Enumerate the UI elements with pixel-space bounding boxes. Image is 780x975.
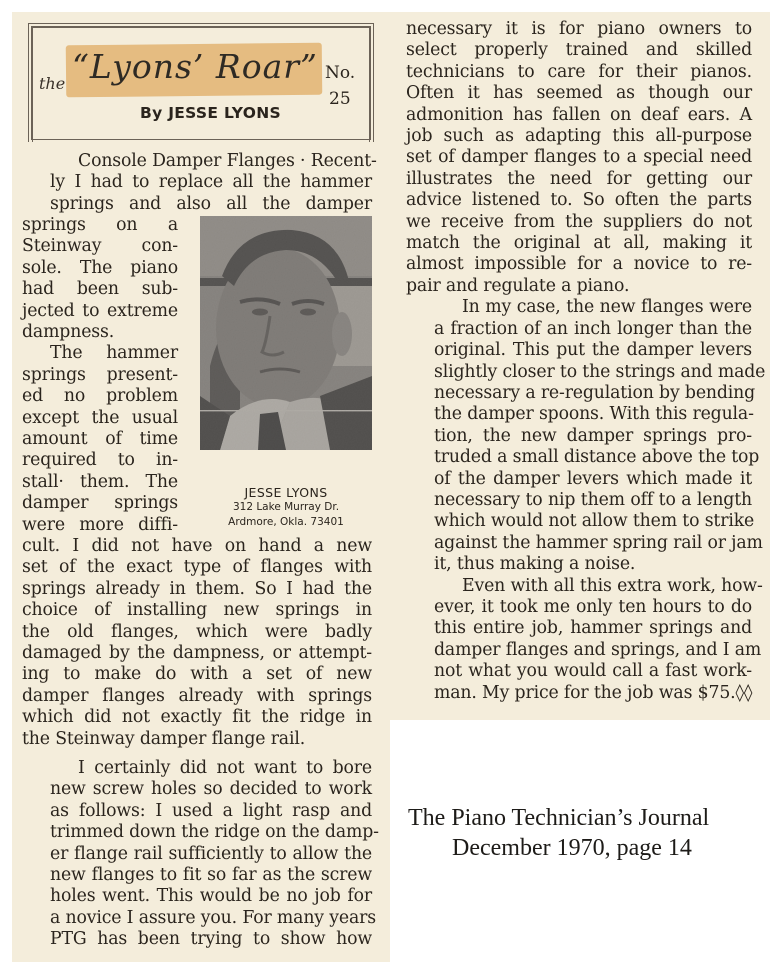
text-line: tion, the new damper springs pro- — [434, 425, 752, 446]
portrait-image — [200, 216, 372, 450]
text-line: ed no problem — [22, 386, 178, 407]
photo-caption — [200, 485, 372, 530]
text-line: holes went. This would be no job for — [50, 886, 372, 907]
text-line: ever, it took me only ten hours to do — [434, 596, 752, 617]
text-line: choice of installing new springs in — [22, 600, 372, 621]
text-line: I certainly did not want to bore — [78, 758, 372, 778]
text-line: PTG has been trying to show how — [50, 929, 372, 950]
author-photo — [200, 216, 372, 450]
text-line: we receive from the suppliers do not — [406, 211, 752, 232]
text-line: technicians to care for their pianos. — [406, 61, 752, 82]
text-line: trimmed down the ridge on the damp- — [50, 822, 379, 843]
text-line: almost impossible for a novice to re- — [406, 254, 752, 275]
right-column — [406, 19, 766, 704]
text-line: pair and regulate a piano. — [406, 275, 630, 296]
issue-number: 25 — [329, 89, 351, 109]
left-column-paragraph-2 — [22, 758, 379, 951]
text-line: it, thus making a noise. — [434, 554, 636, 575]
text-line: which did not exactly fit the ridge in — [22, 707, 372, 728]
issue-date-page: December 1970, page 14 — [452, 835, 692, 861]
text-line: admonition has fallen on deaf ears. A — [406, 104, 752, 125]
text-line: jected to extreme — [22, 300, 178, 321]
journal-name: The Piano Technician’s Journal — [408, 805, 710, 831]
text-line: the damper spoons. With this regula- — [434, 404, 754, 425]
text-line: stall· them. The — [22, 471, 178, 492]
text-line: new screw holes so decided to work — [50, 779, 372, 800]
text-line: of the damper levers which made it — [434, 468, 752, 489]
caption-address-line-2: Ardmore, Okla. 73401 — [228, 516, 344, 528]
text-line: dampness. — [22, 322, 115, 343]
text-line: except the usual — [22, 407, 178, 428]
text-line: amount of time — [22, 429, 178, 450]
text-line: Steinway con- — [22, 236, 178, 257]
text-line: match the original at all, making it — [406, 233, 752, 254]
text-line: springs already in them. So I had the — [22, 578, 372, 599]
text-line: new flanges to fit so far as the screw — [50, 865, 372, 886]
text-line: damper flanges already with springs — [22, 685, 372, 706]
text-line: set of damper flanges to a special need — [406, 147, 752, 168]
text-line: springs and also all the damper — [50, 193, 372, 214]
text-line: damper flanges and springs, and I am — [434, 639, 762, 660]
text-line: which would not allow them to strike — [434, 511, 755, 532]
text-line: illustrates the need for getting our — [406, 168, 752, 189]
text-line: truded a small distance above the top — [434, 447, 760, 468]
text-line: had been sub- — [22, 279, 178, 300]
left-column-intro — [22, 151, 377, 215]
issue-number-label: No. — [325, 63, 356, 83]
text-line: Console Damper Flanges · Recent- — [78, 151, 377, 171]
text-line: damper springs — [22, 493, 178, 514]
text-line: as follows: I used a light rasp and — [50, 800, 372, 821]
text-line: the old flanges, which were badly — [22, 621, 372, 642]
text-line: job such as adapting this all-purpose — [406, 126, 752, 147]
text-line: Often it has seemed as though our — [406, 83, 752, 104]
text-line: the Steinway damper flange rail. — [22, 728, 306, 749]
text-line: damaged by the dampness, or attempt- — [22, 643, 372, 664]
text-line: select properly trained and skilled — [406, 40, 752, 61]
text-line: necessary a re-regulation by bending — [434, 382, 756, 403]
text-line: cult. I did not have on hand a new — [22, 536, 372, 556]
left-column-narrow — [22, 215, 178, 536]
text-line: In my case, the new flanges were — [462, 297, 752, 318]
text-line: set of the exact type of flanges with — [22, 557, 372, 578]
caption-name: JESSE LYONS — [244, 485, 328, 500]
text-line: sole. The piano — [22, 257, 178, 278]
source-credit — [408, 803, 709, 863]
left-column-continued — [22, 536, 372, 750]
text-line: this entire job, hammer springs and — [434, 618, 752, 639]
text-line: necessary to nip them off to a length — [434, 489, 752, 510]
text-line: required to in- — [22, 450, 178, 471]
text-line: advice listened to. So often the parts — [406, 190, 752, 211]
text-line: er flange rail sufficiently to allow the — [50, 843, 372, 864]
title-prefix: the — [39, 74, 66, 93]
text-line: a fraction of an inch longer than the — [434, 318, 752, 339]
text-line: slightly closer to the strings and made — [434, 361, 766, 382]
caption-address-line-1: 312 Lake Murray Dr. — [232, 501, 340, 513]
text-line: necessary it is for piano owners to — [406, 19, 752, 39]
text-line: ing to make do with a set of new — [22, 664, 372, 685]
text-line: The hammer — [50, 343, 178, 364]
text-line: against the hammer spring rail or jam — [434, 532, 763, 553]
text-line: were more diffi- — [22, 514, 178, 535]
text-line: not what you would call a fast work- — [434, 661, 752, 682]
text-line: man. My price for the job was $75.◊◊ — [434, 682, 753, 703]
text-line: ly I had to replace all the hammer — [50, 172, 372, 193]
text-line: Even with all this extra work, how- — [462, 575, 763, 596]
column-title: “Lyons’ Roar” — [72, 47, 318, 86]
text-line: a novice I assure you. For many years — [50, 907, 376, 928]
text-line: springs on a — [22, 215, 178, 235]
text-line: springs present- — [22, 364, 178, 385]
text-line: original. This put the damper levers — [434, 340, 752, 361]
byline: By JESSE LYONS — [140, 104, 281, 122]
